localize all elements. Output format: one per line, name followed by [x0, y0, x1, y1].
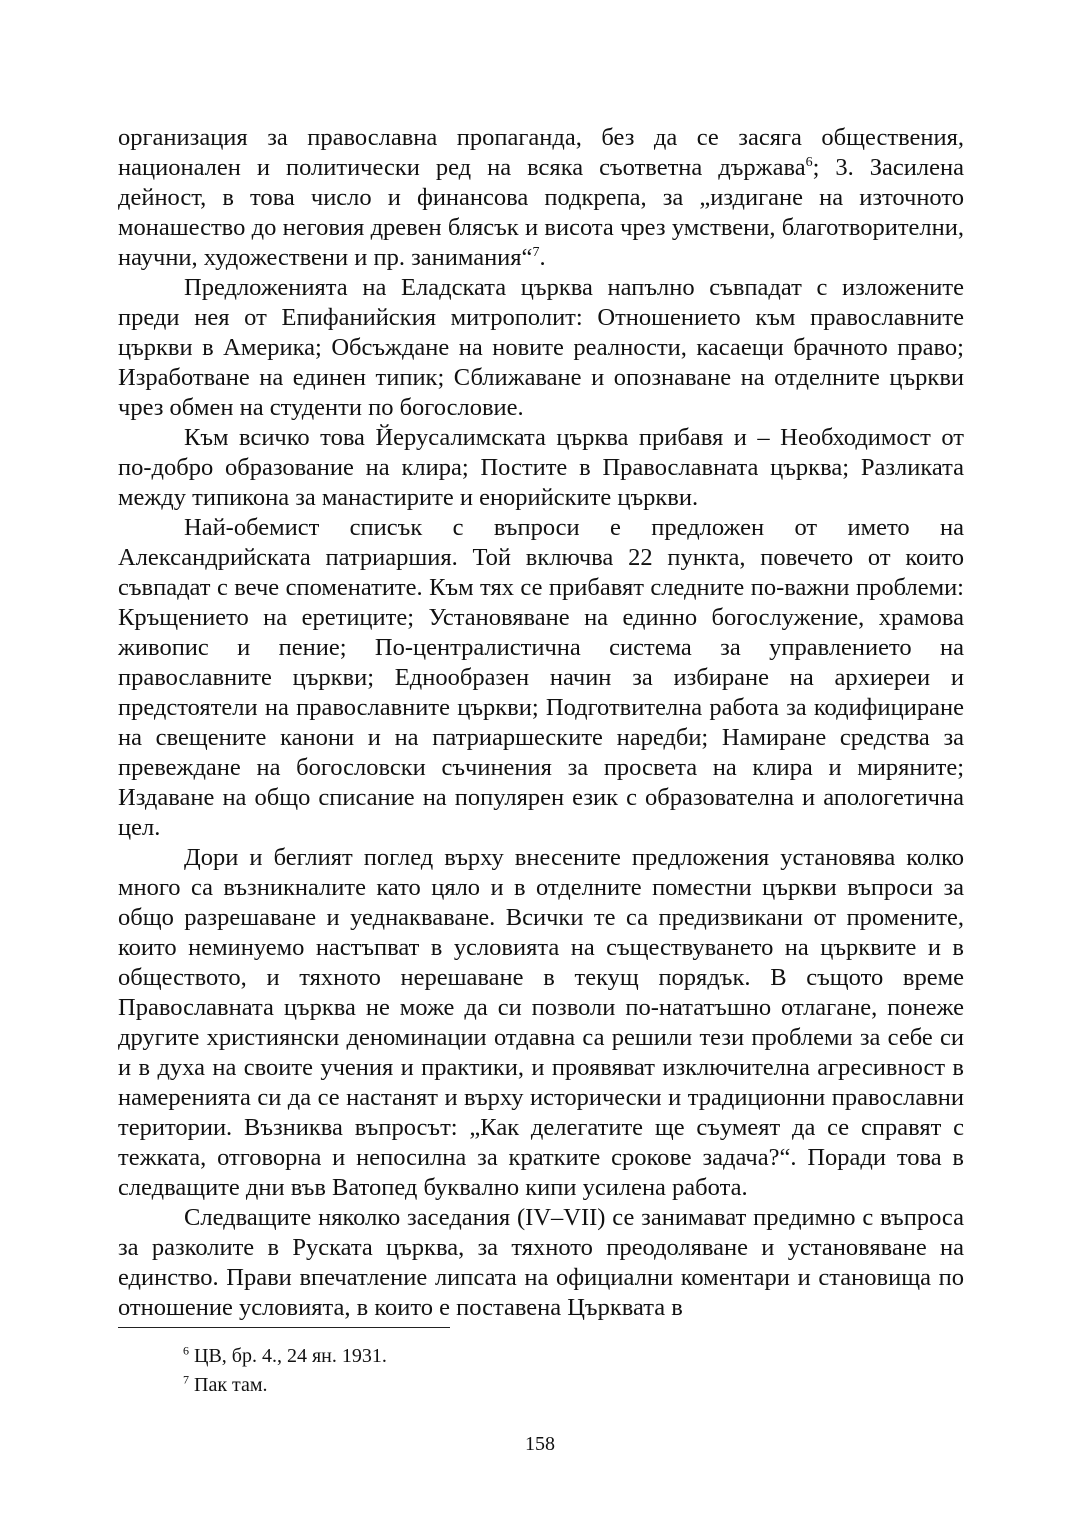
footnote-number: 7 — [183, 1372, 189, 1387]
paragraph-3 — [118, 423, 964, 513]
paragraph-text: Към всичко това Йерусалимската църква прибавя и – Необходимост от по-добро образование на клира; Постите в Православната църква; Разликата между типикона за манастирите и енорийските църкви. — [118, 424, 964, 511]
paragraph-text: Предложенията на Еладската църква напълно съвпадат с изложените преди нея от Епифанийския митрополит: Отношението към православните църкви в Америка; Обсъждане на новите реалности, касаещи брачното право; Изработване на единен типик; Сближаване и опознаване на отделните църкви чрез обмен на студенти по богословие. — [118, 274, 964, 421]
paragraph-text: Дори и беглият поглед върху внесените предложения установява колко много са възникналите като цяло и в отделните поместни църкви въпроси за общо разрешаване и уеднакваване. Всички те са предизвикани от промените, които неминуемо настъпват в условията на съществуването на църквите и в обществото, и тяхното нерешаване в текущ порядък. В същото време Православната църква не може да си позволи по-нататъшно отлагане, понеже другите християнски деноминации отдавна са решили тези проблеми за себе си и в духа на своите учения и практики, и проявяват изключителна агресивност в намеренията си да се настанят и върху исторически и традиционни православни територии. Възниква въпросът: „Как делегатите ще съумеят да се справят с тежката, отговорна и непосилна за кратките срокове задача?“. Поради това в следващите дни във Ватопед буквално кипи усилена работа. — [118, 844, 964, 1201]
paragraph-text: организация за православна пропаганда, без да се засяга обществения, национален и политически ред на всяка съответна държава — [118, 124, 964, 181]
paragraph-text: ; 3. Засилена дейност, в това число и финансова подкрепа, за „издигане на източното монашество до неговия древен блясък и висота чрез умствени, благотворителни, научни, художествени и пр. занимания“ — [118, 154, 964, 271]
paragraph-4 — [118, 513, 964, 843]
footnote-7 — [183, 1371, 883, 1400]
footnote-text: ЦВ, бр. 4., 24 ян. 1931. — [189, 1345, 387, 1367]
footnotes — [183, 1342, 883, 1400]
footnote-number: 6 — [183, 1343, 189, 1358]
footnote-6 — [183, 1342, 883, 1371]
footnote-ref-6[interactable]: 6 — [805, 154, 813, 170]
footnote-text: Пак там. — [189, 1374, 268, 1396]
paragraph-6 — [118, 1203, 964, 1323]
paragraph-text: . — [539, 244, 546, 271]
main-text — [118, 123, 964, 1323]
paragraph-2 — [118, 273, 964, 423]
footnote-ref-7[interactable]: 7 — [532, 244, 540, 260]
paragraph-text: Най-обемист списък с въпроси е предложен от името на Александрийската патриаршия. Той включва 22 пункта, повечето от които съвпадат с вече споменатите. Към тях се прибавят следните по-важни проблеми: Кръщението на еретиците; Установяване на единно богослужение, храмова живопис и пение; По-централистична система за управлението на православните църкви; Еднообразен начин за избиране на архиереи и предстоятели на православните църкви; Подготвителна работа за кодифициране на свещените канони и на патриаршеските наредби; Намиране средства за превеждане на богословски съчинения за просвета на клира и миряните; Издаване на общо списание на популярен език с образователна и апологетична цел. — [118, 514, 964, 841]
paragraph-1 — [118, 123, 964, 273]
paragraph-text: Следващите няколко заседания (IV–VII) се занимават предимно с въпроса за разколите в Руската църква, за тяхното преодоляване и установяване на единство. Прави впечатление липсата на официални коментари и становища по отношение условията, в които е поставена Църквата в — [118, 1204, 964, 1321]
paragraph-5 — [118, 843, 964, 1203]
page-number: 158 — [525, 1433, 555, 1455]
footnote-divider — [118, 1327, 450, 1328]
